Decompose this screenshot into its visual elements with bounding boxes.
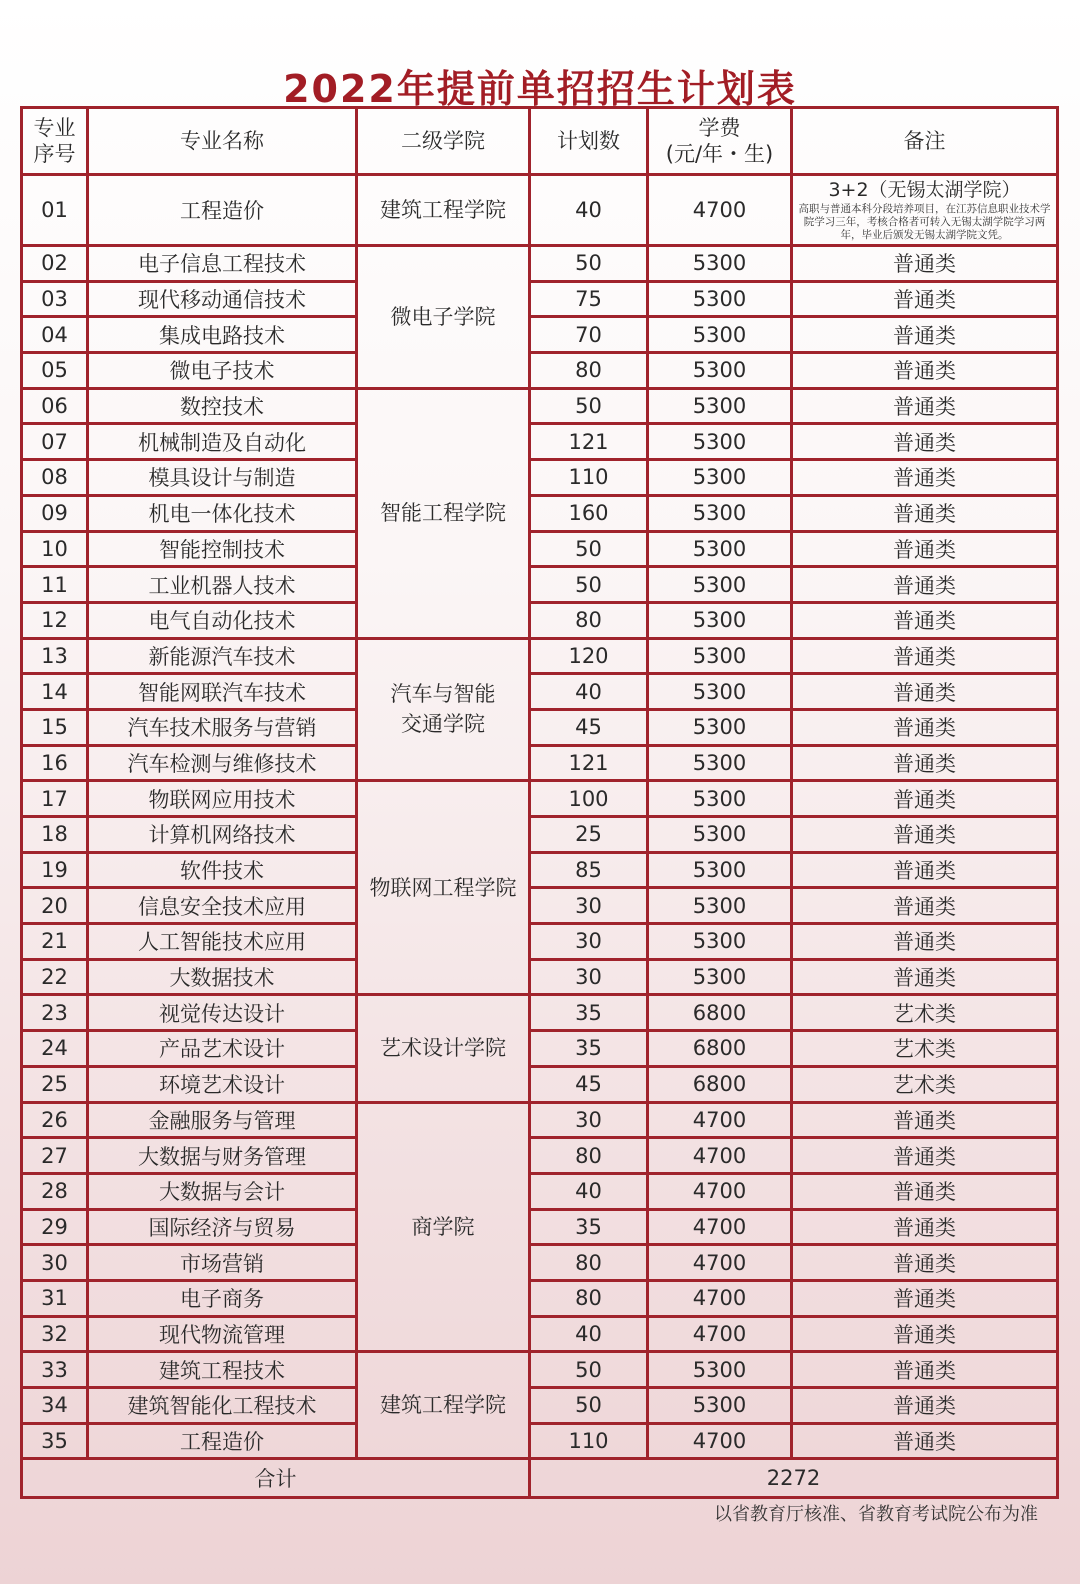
- cell-no: 35: [22, 1423, 88, 1459]
- cell-note: 普通类: [792, 1423, 1058, 1459]
- table-row: [22, 567, 1058, 603]
- header-no-line1: 专业: [33, 116, 76, 140]
- cell-plan: 120: [530, 638, 648, 674]
- cell-major: 物联网应用技术: [88, 781, 357, 817]
- cell-fee: 4700: [648, 1423, 792, 1459]
- header-fee: [648, 108, 792, 175]
- cell-major: 工业机器人技术: [88, 567, 357, 603]
- cell-no: 30: [22, 1245, 88, 1281]
- cell-plan: 50: [530, 1388, 648, 1424]
- cell-major: 大数据技术: [88, 959, 357, 995]
- cell-fee: 5300: [648, 317, 792, 353]
- cell-college: 建筑工程学院: [357, 175, 530, 246]
- cell-plan: 121: [530, 745, 648, 781]
- cell-no: 14: [22, 674, 88, 710]
- cell-note: 普通类: [792, 888, 1058, 924]
- cell-plan: 45: [530, 1066, 648, 1102]
- cell-fee: 5300: [648, 888, 792, 924]
- cell-fee: 5300: [648, 1352, 792, 1388]
- cell-note: 普通类: [792, 602, 1058, 638]
- table-row: [22, 460, 1058, 496]
- cell-note: 普通类: [792, 1316, 1058, 1352]
- cell-plan: 80: [530, 602, 648, 638]
- cell-note: 普通类: [792, 638, 1058, 674]
- cell-major: 人工智能技术应用: [88, 924, 357, 960]
- cell-fee: 5300: [648, 531, 792, 567]
- cell-no: 34: [22, 1388, 88, 1424]
- cell-major: 模具设计与制造: [88, 460, 357, 496]
- cell-note: 普通类: [792, 495, 1058, 531]
- header-fee-line2: (元/年・生): [665, 142, 774, 166]
- cell-major: 汽车技术服务与营销: [88, 709, 357, 745]
- cell-note: 普通类: [792, 852, 1058, 888]
- cell-note: 普通类: [792, 781, 1058, 817]
- cell-no: 01: [22, 175, 88, 246]
- table-row: [22, 1423, 1058, 1459]
- header-college: 二级学院: [357, 108, 530, 175]
- cell-note: 艺术类: [792, 1031, 1058, 1067]
- cell-plan: 85: [530, 852, 648, 888]
- cell-note: 普通类: [792, 460, 1058, 496]
- cell-fee: 5300: [648, 852, 792, 888]
- cell-college: [357, 638, 530, 781]
- cell-major: 工程造价: [88, 175, 357, 246]
- cell-no: 33: [22, 1352, 88, 1388]
- table-row: [22, 1316, 1058, 1352]
- cell-no: 21: [22, 924, 88, 960]
- cell-plan: 35: [530, 995, 648, 1031]
- cell-fee: 5300: [648, 924, 792, 960]
- cell-major: 汽车检测与维修技术: [88, 745, 357, 781]
- cell-fee: 5300: [648, 1388, 792, 1424]
- table-row: [22, 1173, 1058, 1209]
- cell-note: 普通类: [792, 424, 1058, 460]
- cell-note: 普通类: [792, 1388, 1058, 1424]
- table-row: [22, 1102, 1058, 1138]
- cell-major: 现代物流管理: [88, 1316, 357, 1352]
- header-major: 专业名称: [88, 108, 357, 175]
- cell-no: 10: [22, 531, 88, 567]
- cell-no: 09: [22, 495, 88, 531]
- table-row: [22, 424, 1058, 460]
- table-row: [22, 674, 1058, 710]
- cell-plan: 80: [530, 1280, 648, 1316]
- cell-no: 20: [22, 888, 88, 924]
- cell-plan: 25: [530, 817, 648, 853]
- cell-no: 25: [22, 1066, 88, 1102]
- cell-no: 04: [22, 317, 88, 353]
- cell-note: 普通类: [792, 1173, 1058, 1209]
- table-row: [22, 495, 1058, 531]
- cell-no: 08: [22, 460, 88, 496]
- cell-note: 普通类: [792, 567, 1058, 603]
- cell-plan: 30: [530, 888, 648, 924]
- cell-plan: 70: [530, 317, 648, 353]
- cell-note: 普通类: [792, 1352, 1058, 1388]
- cell-fee: 6800: [648, 1031, 792, 1067]
- table-row: [22, 638, 1058, 674]
- cell-fee: 5300: [648, 745, 792, 781]
- cell-major: 智能网联汽车技术: [88, 674, 357, 710]
- cell-note: 普通类: [792, 745, 1058, 781]
- cell-no: 06: [22, 388, 88, 424]
- cell-note: 普通类: [792, 1102, 1058, 1138]
- cell-no: 11: [22, 567, 88, 603]
- cell-major: 环境艺术设计: [88, 1066, 357, 1102]
- cell-major: 新能源汽车技术: [88, 638, 357, 674]
- cell-no: 31: [22, 1280, 88, 1316]
- cell-fee: 4700: [648, 1138, 792, 1174]
- cell-no: 29: [22, 1209, 88, 1245]
- cell-major: 工程造价: [88, 1423, 357, 1459]
- cell-major: 大数据与会计: [88, 1173, 357, 1209]
- cell-no: 05: [22, 353, 88, 389]
- cell-fee: 5300: [648, 638, 792, 674]
- table-row: [22, 888, 1058, 924]
- cell-no: 32: [22, 1316, 88, 1352]
- header-plan: 计划数: [530, 108, 648, 175]
- cell-major: 数控技术: [88, 388, 357, 424]
- cell-college: 商学院: [357, 1102, 530, 1352]
- cell-plan: 40: [530, 1316, 648, 1352]
- total-row: [22, 1459, 1058, 1498]
- cell-no: 18: [22, 817, 88, 853]
- cell-major: 计算机网络技术: [88, 817, 357, 853]
- header-fee-line1: 学费: [698, 116, 741, 140]
- cell-fee: 6800: [648, 1066, 792, 1102]
- cell-no: 19: [22, 852, 88, 888]
- cell-note: 普通类: [792, 959, 1058, 995]
- cell-fee: 5300: [648, 353, 792, 389]
- table-row: [22, 1066, 1058, 1102]
- table-row: [22, 995, 1058, 1031]
- cell-major: 机械制造及自动化: [88, 424, 357, 460]
- cell-major: 建筑工程技术: [88, 1352, 357, 1388]
- cell-fee: 4700: [648, 175, 792, 246]
- cell-note: [792, 175, 1058, 246]
- table-row: [22, 1031, 1058, 1067]
- total-value: 2272: [530, 1459, 1058, 1498]
- page-title: 2022年提前单招招生计划表: [283, 67, 797, 111]
- cell-fee: 5300: [648, 709, 792, 745]
- footer-note: 以省教育厅核准、省教育考试院公布为准: [714, 1504, 1038, 1525]
- table-row: [22, 602, 1058, 638]
- cell-major: 国际经济与贸易: [88, 1209, 357, 1245]
- cell-fee: 5300: [648, 424, 792, 460]
- cell-fee: 5300: [648, 567, 792, 603]
- cell-major: 市场营销: [88, 1245, 357, 1281]
- cell-plan: 80: [530, 353, 648, 389]
- table-row: [22, 959, 1058, 995]
- note-main: 3+2（无锡太湖学院）: [828, 178, 1021, 201]
- total-label: 合计: [22, 1459, 530, 1498]
- cell-no: 24: [22, 1031, 88, 1067]
- cell-plan: 80: [530, 1138, 648, 1174]
- enrollment-plan-table: [20, 106, 1059, 1499]
- cell-college: 智能工程学院: [357, 388, 530, 638]
- table-row: [22, 353, 1058, 389]
- cell-major: 智能控制技术: [88, 531, 357, 567]
- cell-plan: 35: [530, 1031, 648, 1067]
- cell-fee: 4700: [648, 1245, 792, 1281]
- cell-no: 12: [22, 602, 88, 638]
- cell-college: 艺术设计学院: [357, 995, 530, 1102]
- cell-note: 普通类: [792, 709, 1058, 745]
- cell-note: 普通类: [792, 1209, 1058, 1245]
- table-row: [22, 1352, 1058, 1388]
- cell-fee: 4700: [648, 1316, 792, 1352]
- cell-plan: 100: [530, 781, 648, 817]
- header-note: 备注: [792, 108, 1058, 175]
- cell-note: 普通类: [792, 1280, 1058, 1316]
- table-row: [22, 817, 1058, 853]
- cell-no: 17: [22, 781, 88, 817]
- cell-major: 建筑智能化工程技术: [88, 1388, 357, 1424]
- table-header-row: [22, 108, 1058, 175]
- cell-note: 普通类: [792, 246, 1058, 282]
- table-row: [22, 781, 1058, 817]
- note-detail: 高职与普通本科分段培养项目，在江苏信息职业技术学院学习三年，考核合格者可转入无锡太湖学院学习两年，毕业后颁发无锡太湖学院文凭。: [798, 202, 1051, 241]
- table-row: [22, 1388, 1058, 1424]
- cell-plan: 35: [530, 1209, 648, 1245]
- table-row: [22, 709, 1058, 745]
- cell-plan: 80: [530, 1245, 648, 1281]
- college-name-line1: 汽车与智能: [390, 682, 496, 707]
- table-row: [22, 388, 1058, 424]
- college-name-line2: 交通学院: [401, 712, 485, 737]
- cell-major: 电子商务: [88, 1280, 357, 1316]
- cell-major: 集成电路技术: [88, 317, 357, 353]
- cell-plan: 75: [530, 281, 648, 317]
- cell-no: 28: [22, 1173, 88, 1209]
- header-no-line2: 序号: [33, 142, 76, 166]
- cell-no: 03: [22, 281, 88, 317]
- cell-plan: 40: [530, 674, 648, 710]
- cell-fee: 5300: [648, 602, 792, 638]
- cell-note: 艺术类: [792, 1066, 1058, 1102]
- cell-fee: 5300: [648, 674, 792, 710]
- cell-fee: 4700: [648, 1102, 792, 1138]
- cell-college: 建筑工程学院: [357, 1352, 530, 1459]
- cell-fee: 5300: [648, 388, 792, 424]
- table-row: [22, 1138, 1058, 1174]
- cell-no: 07: [22, 424, 88, 460]
- cell-plan: 40: [530, 1173, 648, 1209]
- cell-no: 27: [22, 1138, 88, 1174]
- cell-plan: 50: [530, 531, 648, 567]
- cell-major: 电子信息工程技术: [88, 246, 357, 282]
- table-row: [22, 852, 1058, 888]
- header-no: [22, 108, 88, 175]
- cell-plan: 50: [530, 567, 648, 603]
- cell-plan: 40: [530, 175, 648, 246]
- cell-plan: 50: [530, 1352, 648, 1388]
- cell-note: 普通类: [792, 317, 1058, 353]
- cell-major: 金融服务与管理: [88, 1102, 357, 1138]
- cell-note: 艺术类: [792, 995, 1058, 1031]
- cell-fee: 5300: [648, 281, 792, 317]
- cell-note: 普通类: [792, 281, 1058, 317]
- cell-no: 26: [22, 1102, 88, 1138]
- cell-plan: 50: [530, 388, 648, 424]
- cell-major: 软件技术: [88, 852, 357, 888]
- table-row: [22, 1280, 1058, 1316]
- table-row: [22, 745, 1058, 781]
- table-row: [22, 281, 1058, 317]
- cell-note: 普通类: [792, 1138, 1058, 1174]
- table-body: [22, 175, 1058, 1459]
- cell-note: 普通类: [792, 1245, 1058, 1281]
- table-row: [22, 1245, 1058, 1281]
- cell-no: 15: [22, 709, 88, 745]
- table-row: [22, 1209, 1058, 1245]
- cell-no: 16: [22, 745, 88, 781]
- cell-plan: 121: [530, 424, 648, 460]
- cell-note: 普通类: [792, 924, 1058, 960]
- cell-no: 22: [22, 959, 88, 995]
- cell-major: 电气自动化技术: [88, 602, 357, 638]
- cell-major: 现代移动通信技术: [88, 281, 357, 317]
- cell-fee: 5300: [648, 495, 792, 531]
- cell-fee: 5300: [648, 817, 792, 853]
- cell-note: 普通类: [792, 674, 1058, 710]
- cell-fee: 5300: [648, 460, 792, 496]
- cell-no: 13: [22, 638, 88, 674]
- cell-fee: 4700: [648, 1173, 792, 1209]
- cell-college: 物联网工程学院: [357, 781, 530, 995]
- cell-fee: 5300: [648, 959, 792, 995]
- cell-plan: 110: [530, 1423, 648, 1459]
- cell-plan: 50: [530, 246, 648, 282]
- cell-major: 信息安全技术应用: [88, 888, 357, 924]
- cell-plan: 30: [530, 1102, 648, 1138]
- cell-fee: 6800: [648, 995, 792, 1031]
- cell-no: 23: [22, 995, 88, 1031]
- cell-note: 普通类: [792, 353, 1058, 389]
- cell-note: 普通类: [792, 531, 1058, 567]
- table-row: [22, 175, 1058, 246]
- cell-plan: 45: [530, 709, 648, 745]
- cell-major: 视觉传达设计: [88, 995, 357, 1031]
- cell-fee: 4700: [648, 1209, 792, 1245]
- cell-major: 大数据与财务管理: [88, 1138, 357, 1174]
- table-row: [22, 531, 1058, 567]
- table-row: [22, 924, 1058, 960]
- cell-college: 微电子学院: [357, 246, 530, 389]
- cell-note: 普通类: [792, 817, 1058, 853]
- cell-major: 机电一体化技术: [88, 495, 357, 531]
- cell-major: 微电子技术: [88, 353, 357, 389]
- cell-major: 产品艺术设计: [88, 1031, 357, 1067]
- cell-plan: 110: [530, 460, 648, 496]
- cell-plan: 30: [530, 924, 648, 960]
- table-row: [22, 246, 1058, 282]
- cell-plan: 30: [530, 959, 648, 995]
- cell-fee: 4700: [648, 1280, 792, 1316]
- cell-fee: 5300: [648, 246, 792, 282]
- cell-fee: 5300: [648, 781, 792, 817]
- cell-plan: 160: [530, 495, 648, 531]
- cell-no: 02: [22, 246, 88, 282]
- cell-note: 普通类: [792, 388, 1058, 424]
- table-row: [22, 317, 1058, 353]
